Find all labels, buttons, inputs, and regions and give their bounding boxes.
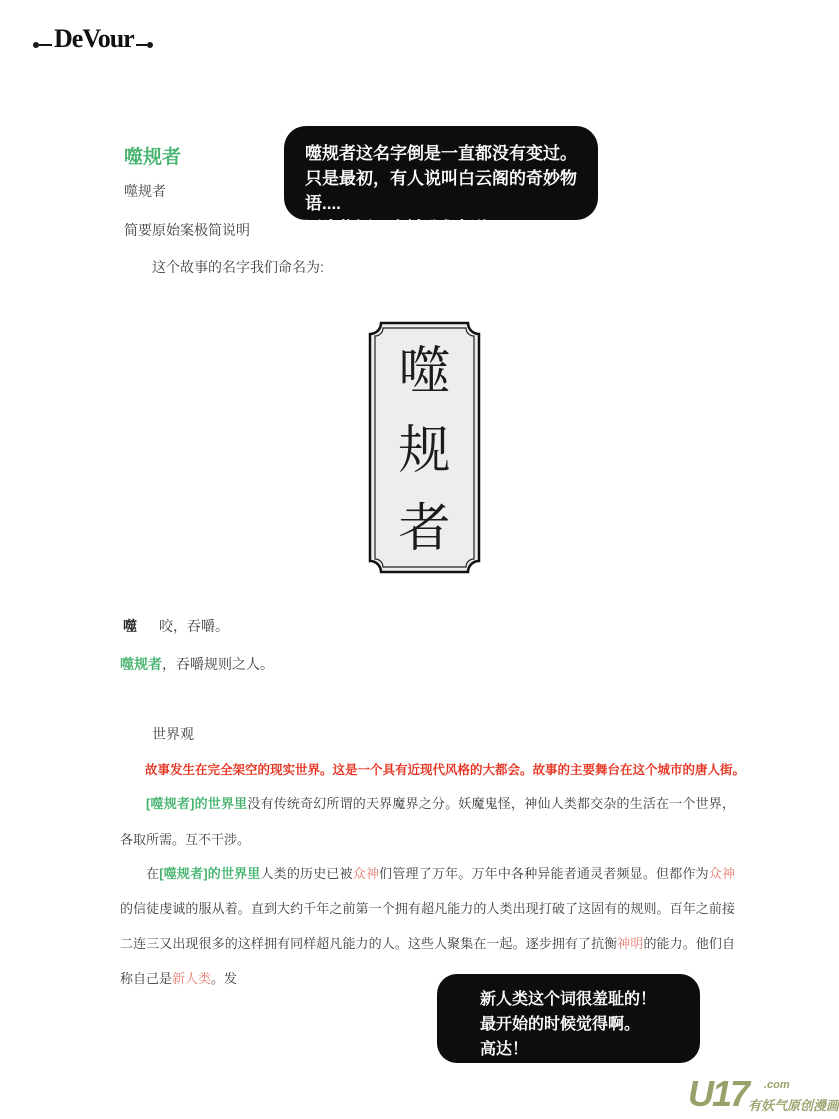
naming-line: 这个故事的名字我们命名为: xyxy=(152,259,324,275)
text-segment: 众神 xyxy=(708,866,735,881)
bubble-line: 高达！ xyxy=(480,1041,529,1058)
bubble-line: 只是最初，有人说叫白云阁的奇妙物语.... xyxy=(305,169,577,213)
title-plaque xyxy=(368,321,481,574)
text-segment: 的信徒虔诚的服从着。直到大约千年之前第一个拥有超凡能力的人类出现打破了这固有的规则。百年之前接二连三又出现很多的这样拥有同样超凡能力的人。这些人聚集在一起。逐步拥有了抗衡 xyxy=(120,901,735,951)
bubble-line: 因为物语二字被我们拒绝了... xyxy=(305,219,524,238)
plaque-char: 噬 xyxy=(398,344,451,401)
worldview-paragraph-red: 故事发生在完全架空的现实世界。这是一个具有近现代风格的大都会。故事的主要舞台在这个城市的唐人街。 xyxy=(145,763,746,777)
worldview-paragraph-2 xyxy=(120,786,735,858)
logo-right-dot-icon xyxy=(147,42,153,48)
text-segment: 们管理了万年。万年中各种异能者通灵者频显。但都作为 xyxy=(379,866,709,881)
logo-left-rule xyxy=(39,44,52,46)
logo-right-rule xyxy=(136,44,147,46)
text-segment: 众神 xyxy=(352,866,380,881)
u17-logo-slogan: 有妖气原创漫画 xyxy=(748,1098,839,1113)
text-segment: 的能力。他们自称自己是 xyxy=(120,936,735,986)
definition-char: 噬 xyxy=(123,618,137,634)
definition-term: 噬规者 xyxy=(120,656,162,672)
u17-logo-tld: .com xyxy=(764,1079,790,1091)
plaque-calligraphy xyxy=(368,321,481,574)
bottom-speech-bubble xyxy=(437,974,700,1063)
page-title: 噬规者 xyxy=(124,147,182,168)
brand-name: DeVour xyxy=(54,24,134,53)
text-segment: [噬规者]的世界里 xyxy=(146,796,248,811)
u17-logo-text: U17 xyxy=(688,1073,749,1114)
plaque-char: 者 xyxy=(398,501,451,558)
text-segment: [噬规者]的世界里 xyxy=(159,866,261,881)
text-segment: 没有传统奇幻所谓的天界魔界之分。妖魔鬼怪，神仙人类都交杂的生活在一个世界，各取所需。互不干涉。 xyxy=(120,796,735,847)
definition-term-meaning: ，吞嚼规则之人。 xyxy=(162,656,274,672)
subtitle: 噬规者 xyxy=(124,183,166,199)
text-segment: 。发 xyxy=(211,971,238,986)
devour-logo xyxy=(33,26,153,52)
text-segment: 神明 xyxy=(617,936,644,951)
text-segment: 人类的历史已被 xyxy=(260,866,353,881)
bubble-line: 噬规者这名字倒是一直都没有变过。 xyxy=(305,144,577,163)
bubble-line: 最开始的时候觉得啊。 xyxy=(480,1016,641,1033)
worldview-heading: 世界观 xyxy=(152,726,194,742)
intro-note: 简要原始案极简说明 xyxy=(124,222,250,238)
definition-line-1 xyxy=(123,616,229,636)
text-segment: 在 xyxy=(146,866,160,881)
definition-meaning: 咬，吞嚼。 xyxy=(159,618,229,634)
text-segment: 新人类 xyxy=(172,971,212,986)
top-speech-bubble xyxy=(284,126,598,238)
u17-logo xyxy=(688,1073,839,1118)
bubble-line: 新人类这个词很羞耻的！ xyxy=(480,991,657,1008)
definition-line-2 xyxy=(120,654,274,674)
plaque-char: 规 xyxy=(398,422,451,480)
